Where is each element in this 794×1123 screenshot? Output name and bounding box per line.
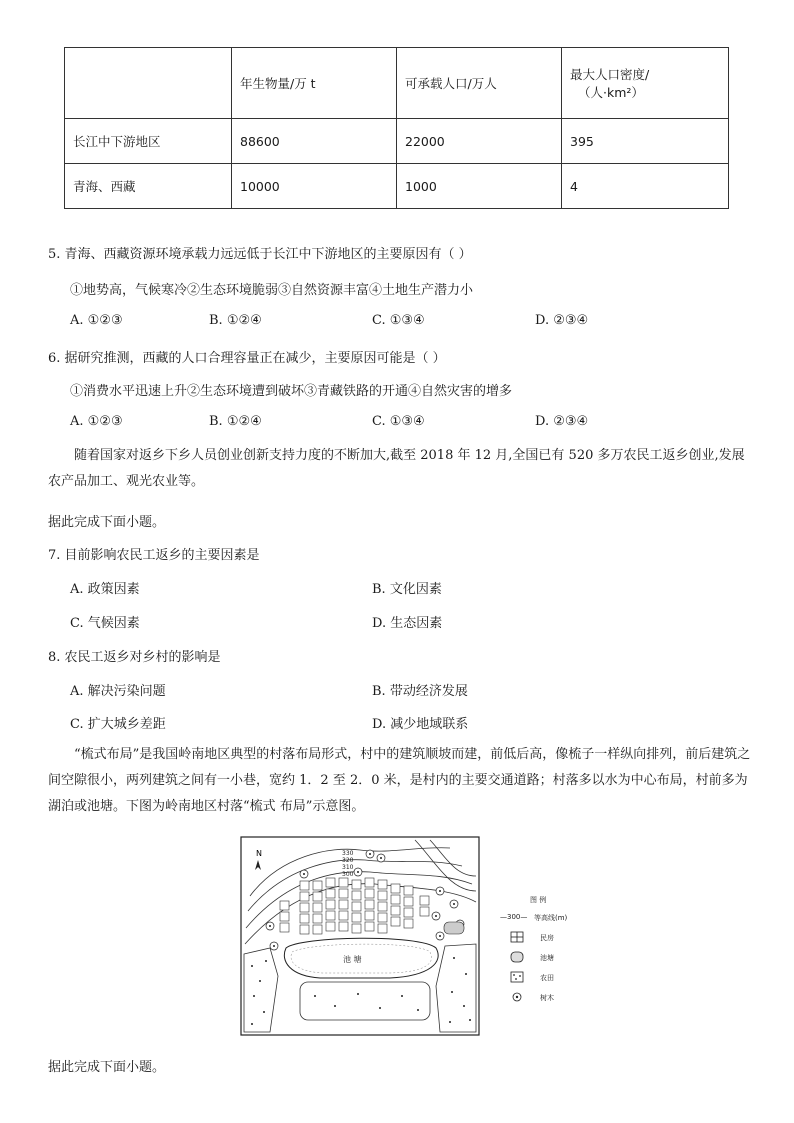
question-7-option-a[interactable]: A. 政策因素 xyxy=(70,582,140,597)
question-6-option-b[interactable]: B. ①②④ xyxy=(209,414,262,429)
question-5-option-b[interactable]: B. ①②④ xyxy=(209,313,262,328)
header-density-unit: （人·km²） xyxy=(578,85,644,100)
passage-2-text: “梳式布局”是我国岭南地区典型的村落布局形式，村中的建筑顺坡而建，前低后高，像梳子一样纵向排列，前后建筑之间空隙很小，两列建筑之间有一小巷，宽约 1．2 至 2．0 米，是村内的主要交通道路；村落多以水为中心布局，村前多为湖泊或池塘。下图为岭南地区村落“梳式 布局”示意图。 xyxy=(48,747,751,814)
question-8-option-b[interactable]: B. 带动经济发展 xyxy=(372,684,468,699)
table-row xyxy=(65,164,729,209)
question-7-option-d[interactable]: D. 生态因素 xyxy=(372,616,443,631)
village-layout-map xyxy=(240,836,480,1036)
legend-house-label: 民房 xyxy=(540,934,554,942)
question-6-stem: 6. 据研究推测，西藏的人口合理容量正在减少，主要原因可能是（ ） xyxy=(48,351,446,366)
legend-tree-label: 树木 xyxy=(540,994,554,1002)
question-5-option-c[interactable]: C. ①③④ xyxy=(372,313,425,328)
pond-small-icon xyxy=(444,922,464,934)
question-8-option-d[interactable]: D. 减少地域联系 xyxy=(372,717,469,732)
svg-text:320: 320 xyxy=(342,857,354,864)
houses xyxy=(280,878,429,934)
table-cell: 1000 xyxy=(397,164,562,209)
svg-text:N: N xyxy=(256,849,262,858)
tree-legend-icon xyxy=(511,991,523,1003)
contour-labels xyxy=(342,850,354,878)
pond xyxy=(284,938,438,978)
table-cell: 22000 xyxy=(397,119,562,164)
table-header-row xyxy=(65,48,729,119)
pond-legend-icon xyxy=(510,951,524,963)
legend-title: 图 例 xyxy=(530,896,547,904)
farmland-legend-icon xyxy=(510,971,524,983)
question-6-factors: ①消费水平迅速上升②生态环境遭到破坏③青藏铁路的开通④自然灾害的增多 xyxy=(70,384,513,399)
table-header-cell: 年生物量/万 t xyxy=(232,48,397,119)
question-5-factors: ①地势高，气候寒冷②生态环境脆弱③自然资源丰富④土地生产潜力小 xyxy=(70,283,474,298)
map-legend xyxy=(500,895,610,1015)
pond-label: 池 塘 xyxy=(343,955,362,964)
table-header-cell: 可承载人口/万人 xyxy=(397,48,562,119)
question-5-stem: 5. 青海、西藏资源环境承载力远远低于长江中下游地区的主要原因有（ ） xyxy=(48,247,472,262)
question-6-option-d[interactable]: D. ②③④ xyxy=(535,414,589,429)
question-6-option-c[interactable]: C. ①③④ xyxy=(372,414,425,429)
question-8-option-c[interactable]: C. 扩大城乡差距 xyxy=(70,717,166,732)
table-row xyxy=(65,119,729,164)
question-8-option-a[interactable]: A. 解决污染问题 xyxy=(70,684,166,699)
table-header-cell xyxy=(65,48,232,119)
legend-contour-label: 等高线(m) xyxy=(534,914,568,922)
legend-contour-symbol: —300— xyxy=(500,913,528,921)
svg-text:330: 330 xyxy=(342,850,354,857)
question-8-stem: 8. 农民工返乡对乡村的影响是 xyxy=(48,650,221,665)
question-7-stem: 7. 目前影响农民工返乡的主要因素是 xyxy=(48,548,260,563)
passage-1-instruction: 据此完成下面小题。 xyxy=(48,515,166,530)
table-header-cell xyxy=(562,48,729,119)
table-cell: 10000 xyxy=(232,164,397,209)
table-cell: 青海、西藏 xyxy=(65,164,232,209)
question-5-option-a[interactable]: A. ①②③ xyxy=(70,313,123,328)
table-cell: 88600 xyxy=(232,119,397,164)
legend-pond-label: 池塘 xyxy=(540,954,554,962)
header-density-label: 最大人口密度/ xyxy=(570,67,650,82)
table-cell: 395 xyxy=(562,119,729,164)
question-6-option-a[interactable]: A. ①②③ xyxy=(70,414,123,429)
question-7-option-b[interactable]: B. 文化因素 xyxy=(372,582,442,597)
svg-text:300: 300 xyxy=(342,871,354,878)
table-cell: 4 xyxy=(562,164,729,209)
passage-2-instruction: 据此完成下面小题。 xyxy=(48,1060,166,1075)
svg-text:310: 310 xyxy=(342,864,354,871)
table-cell: 长江中下游地区 xyxy=(65,119,232,164)
population-capacity-table xyxy=(64,47,729,209)
question-5-option-d[interactable]: D. ②③④ xyxy=(535,313,589,328)
question-7-option-c[interactable]: C. 气候因素 xyxy=(70,616,140,631)
passage-1-text: 随着国家对返乡下乡人员创业创新支持力度的不断加大,截至 2018 年 12 月,全国已有 520 多万农民工返乡创业,发展农产品加工、观光农业等。 xyxy=(48,448,745,489)
house-legend-icon xyxy=(510,931,524,943)
legend-farmland-label: 农田 xyxy=(540,974,554,982)
